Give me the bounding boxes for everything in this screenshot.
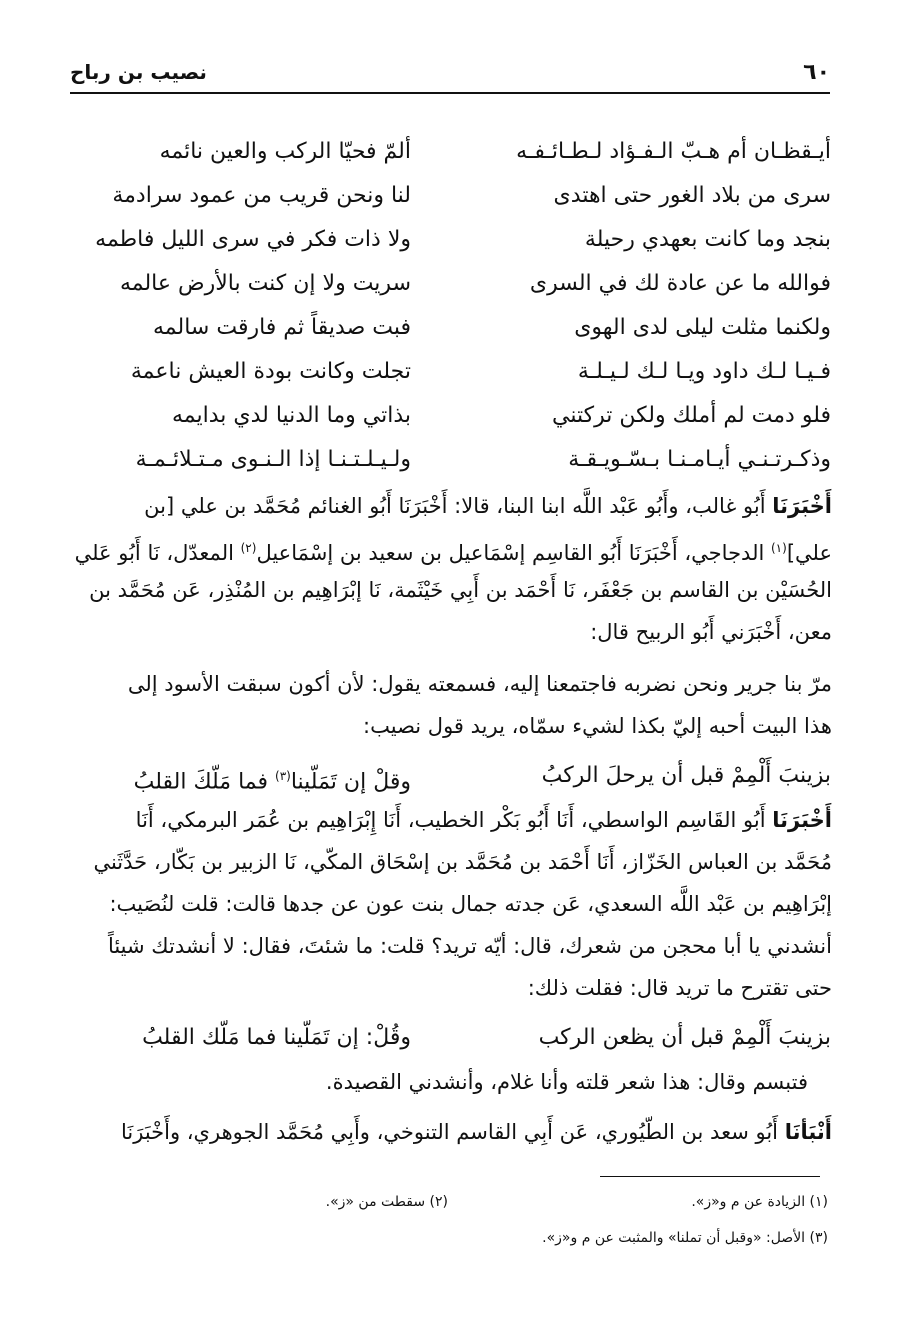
verse-4-right: فوالله ما عن عادة لك في السرى: [529, 271, 831, 296]
footnote-1: (١) الزيادة عن م و«ز».: [691, 1194, 828, 1210]
para2-line1: مرّ بنا جرير ونحن نضربه فاجتمعنا إليه، فسمعته يقول: لأن أكون سبقت الأسود إلى: [127, 672, 832, 696]
verse-2-right: سرى من بلاد الغور حتى اهتدى: [553, 183, 831, 208]
para3-line1: [136, 800, 832, 840]
footnote-marker-2: (٢): [240, 541, 257, 555]
verse-3-right: بنجد وما كانت بعهدي رحيلة: [584, 227, 831, 252]
para2-line2: هذا البيت أحبه إليّ بكذا لشيء سمّاه، يريد قول نصيب:: [363, 714, 832, 738]
para5-line1-text: أَبُو سعد بن الطّيُوري، عَن أَبِي القاسم التنوخي، وأَبِي مُحَمَّد الجوهري، وأَخْبَرَنَا: [120, 1120, 778, 1144]
para4-line1: فتبسم وقال: هذا شعر قلته وأنا غلام، وأنشدني القصيدة.: [325, 1070, 808, 1094]
verse-8-left: ولـيـلـتـنـا إذا الـنـوى مـتـلائـمـة: [135, 447, 411, 472]
page-number: ٦٠: [803, 60, 830, 85]
para1-line2-a: علي]: [786, 541, 832, 565]
verse-8-right: وذكـرتـنـي أيـامـنـا بـسّـويـقـة: [568, 447, 831, 472]
para1-line2-b: الدجاجي، أَخْبَرَنَا أَبُو القاسِم إسْمَاعيل بن سعيد بن إسْمَاعيل: [256, 541, 771, 565]
verse2-right: بزينبَ أَلْمِمْ قبل أن يرحلَ الركبُ: [541, 763, 831, 788]
footnote-rule: [600, 1176, 820, 1177]
para1-line2-c: المعدّل، نَا أَبُو عَلي: [74, 541, 241, 565]
para3-line1-text: أَبُو القَاسِم الواسطي، أَنَا أَبُو بَكْر الخطيب، أَنَا إِبْرَاهِيم بن عُمَر البرمكي، أَنَا: [135, 808, 766, 832]
para1-line1: [144, 486, 832, 526]
page-header: [70, 58, 830, 94]
para3-line5: حتى تقترح ما تريد قال: فقلت ذلك:: [527, 976, 832, 1000]
verse-4-left: سريت ولا إن كنت بالأرض عالمه: [119, 271, 411, 296]
para5-line1: [121, 1112, 832, 1152]
para3-lead: أَخْبَرَنَا: [772, 808, 832, 832]
para3-line3: إبْرَاهِيم بن عَبْد اللَّه السعدي، عَن جدته جمال بنت عون عن جدها قالت: قلت لنُصَيب:: [109, 892, 832, 916]
verse2-left: [0, 756, 411, 796]
verse-6-right: فـيـا لـك داود ويـا لـك لـيـلـة: [577, 359, 831, 384]
verse2-left-a: وقلْ إن تَمَلّينا: [290, 769, 411, 795]
verse-5-left: فبت صديقاً ثم فارقت سالمه: [153, 315, 411, 340]
verse-3-left: ولا ذات فكر في سرى الليل فاطمه: [95, 227, 411, 252]
verse-7-right: فلو دمت لم أملك ولكن تركتني: [552, 403, 831, 428]
para3-line2: مُحَمَّد بن العباس الخَزّاز، أَنَا أَحْمَد بن مُحَمَّد بن إسْحَاق المكّي، نَا الزبير بن بَكّار، حَدَّثَني: [93, 850, 832, 874]
footnote-2: (٢) سقطت من «ز».: [325, 1194, 448, 1210]
verse-1-right: أيـقظـان أم هـبّ الـفـؤاد لـطـائـفـه: [516, 139, 831, 164]
para1-line2: [75, 528, 832, 568]
verse-2-left: لنا ونحن قريب من عمود سرادمة: [112, 183, 411, 208]
verse2-left-b: فما مَلّكَ القلبُ: [133, 769, 275, 795]
verse-1-left: ألمّ فحيّا الركب والعين نائمه: [159, 139, 411, 164]
para3-line4: أنشدني يا أبا محجن من شعرك، قال: أيّه تريد؟ قلت: ما شئتَ، فقال: لا أنشدتك شيئاً: [107, 934, 832, 958]
para1-line1-text: أَبُو غالب، وأَبُو عَبْد اللَّه ابنا البنا، قالا: أَخْبَرَنَا أَبُو الغنائم مُحَمَّد بن علي [بن: [144, 494, 766, 518]
para1-line3: الحُسَيْن بن القاسم بن جَعْفَر، نَا أَحْمَد بن أَبِي خَيْثَمة، نَا إبْرَاهِيم بن المُنْذِر، عَن مُحَمَّد بن: [89, 578, 832, 602]
para1-line4: معن، أَخْبَرَني أَبُو الربيح قال:: [590, 620, 832, 644]
footnote-3: (٣) الأصل: «وقبل أن تملنا» والمثبت عن م و«ز».: [542, 1230, 828, 1246]
verse3-right: بزينبَ أَلْمِمْ قبل أن يظعن الركب: [538, 1025, 831, 1050]
footnote-marker-1: (١): [770, 541, 787, 555]
para1-lead: أَخْبَرَنَا: [772, 494, 832, 518]
para5-lead: أَنْبَأنَا: [784, 1120, 832, 1144]
running-title: نصيب بن رباح: [70, 60, 207, 84]
verse-7-left: بذاتي وما الدنيا لدي بدايمه: [171, 403, 411, 428]
verse3-left: وقُلْ: إن تَمَلّينا فما مَلّك القلبُ: [142, 1025, 411, 1050]
footnote-marker-3: (٣): [275, 769, 291, 783]
verse-6-left: تجلت وكانت بودة العيش ناعمة: [130, 359, 411, 384]
verse-5-right: ولكنما مثلت ليلى لدى الهوى: [574, 315, 831, 340]
